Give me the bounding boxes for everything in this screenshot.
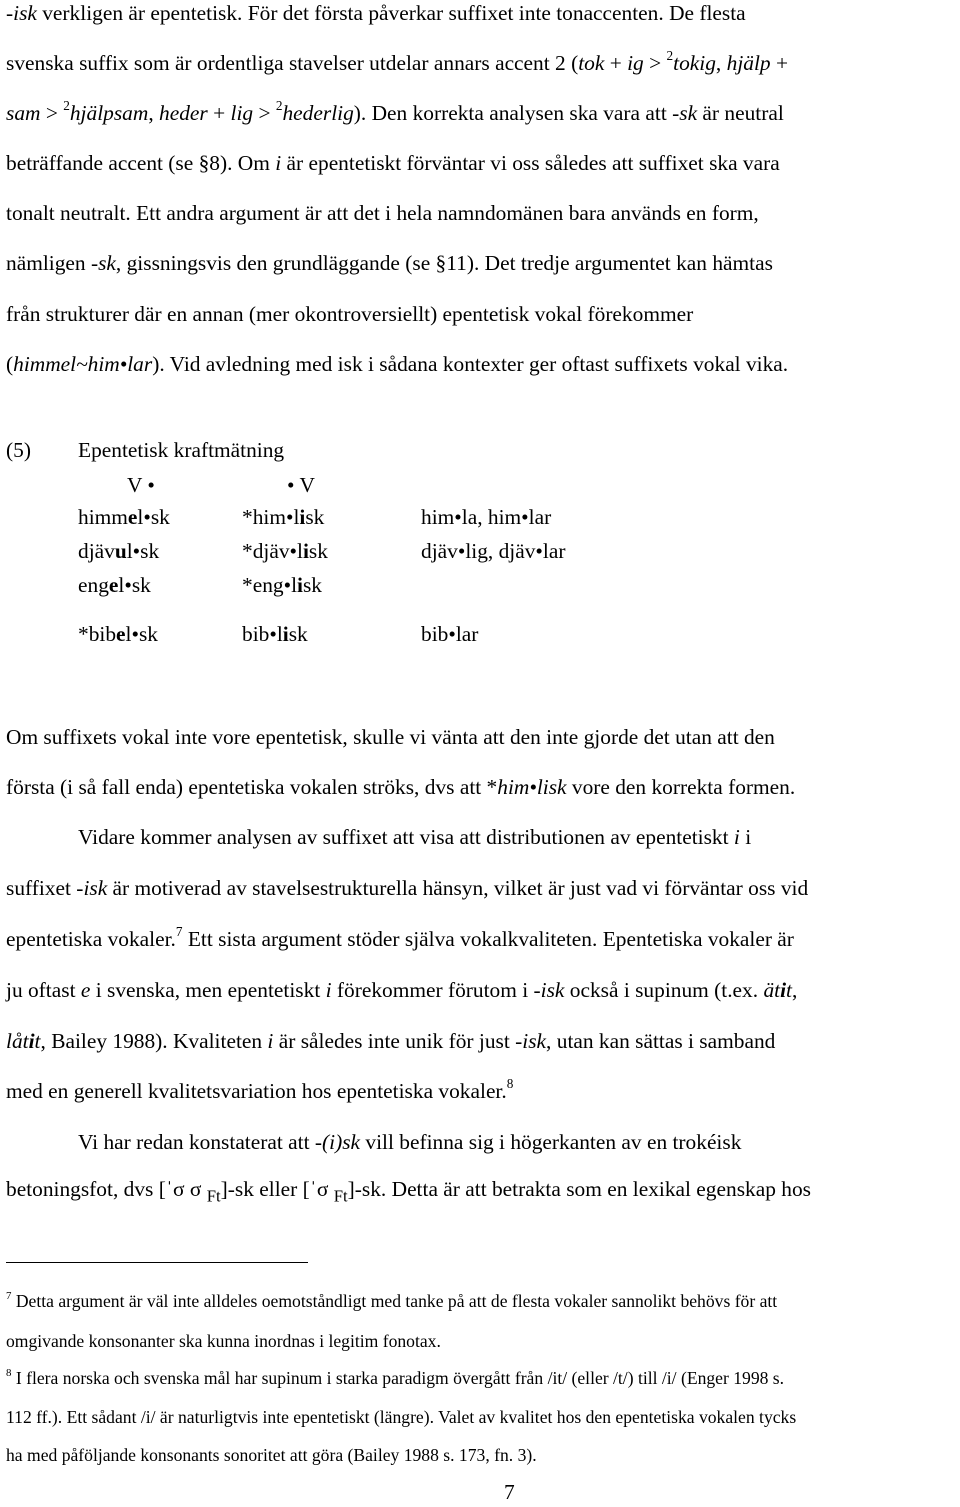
text-line: [6, 153, 780, 174]
text-run: bib•l: [242, 622, 283, 646]
text-run: suffixet -: [6, 876, 84, 900]
example-cell: [421, 624, 478, 645]
text-run: *eng•l: [242, 573, 298, 597]
text-run: 2: [63, 98, 70, 114]
text-run: e: [116, 622, 126, 646]
text-run: , gissningsvis den grundläggande (se §11). Det tredje argumentet kan hämtas: [115, 251, 773, 275]
text-run: (: [6, 352, 14, 376]
text-run: bib•lar: [421, 622, 479, 646]
text-run: eng: [78, 573, 109, 597]
text-line: [78, 827, 751, 848]
text-run: t: [34, 1029, 41, 1053]
text-run: svenska suffix som är ordentliga stavelser utdelar annars accent 2 (: [6, 51, 579, 75]
text-run: e: [127, 505, 138, 529]
text-run: ät: [763, 978, 781, 1002]
example-cell: [242, 541, 328, 562]
text-run: l•sk: [118, 573, 151, 597]
text-run: sk: [308, 539, 328, 563]
text-line: [6, 203, 759, 224]
text-run: beträffande accent (se §8). Om: [6, 151, 276, 175]
text-run: e: [108, 573, 119, 597]
text-run: hjälpsam: [69, 101, 149, 125]
text-run: verkligen är epentetisk. För det första påverkar suffixet inte tonaccenten. De flesta: [36, 1, 746, 25]
text-line: [6, 1076, 514, 1103]
text-run: +: [604, 51, 628, 75]
footnote-line: [6, 1333, 441, 1351]
text-run: ju oftast: [6, 978, 81, 1002]
text-run: -isk: [6, 1, 37, 25]
text-run: ig: [627, 51, 644, 75]
text-run: hjälp: [726, 51, 771, 75]
text-run: isk: [522, 1029, 547, 1053]
example-cell: [242, 575, 322, 596]
text-run: ]-sk eller [ˈσ: [220, 1177, 334, 1201]
text-run: är således inte unik för just -: [273, 1029, 523, 1053]
text-run: isk: [540, 978, 565, 1002]
text-line: [6, 1177, 811, 1206]
text-run: betoningsfot, dvs [ˈσ σ: [6, 1177, 207, 1201]
text-run: him•lisk: [497, 775, 567, 799]
text-run: 7: [6, 1289, 12, 1302]
text-line: [6, 727, 775, 748]
text-run: ha med påföljande konsonants sonoritet att göra (Bailey 1988 s. 173, fn. 3).: [6, 1445, 537, 1465]
text-line: [6, 878, 808, 899]
text-run: djäv: [78, 539, 115, 563]
footnote-separator: [6, 1262, 308, 1263]
text-run: Vidare kommer analysen av suffixet att visa att distributionen av epentetiskt: [78, 825, 734, 849]
text-run: Om suffixets vokal inte vore epentetisk, skulle vi vänta att den inte gjorde det utan att den: [6, 725, 775, 749]
text-run: >: [253, 101, 276, 125]
text-run: första (i så fall enda) epentetiska vokalen ströks, dvs att *: [6, 775, 498, 799]
text-run: isk: [83, 876, 108, 900]
text-run: ). Vid avledning med isk i sådana kontexter ger oftast suffixets vokal vika.: [152, 352, 789, 376]
example-number: (5): [6, 438, 31, 462]
text-run: också i supinum (t.ex.: [564, 978, 764, 1002]
text-run: , utan kan sättas i samband: [546, 1029, 776, 1053]
text-run: , Bailey 1988). Kvaliteten: [40, 1029, 268, 1053]
example-header-left: V •: [127, 473, 155, 497]
text-run: ,: [792, 978, 798, 1002]
text-line: [6, 48, 789, 75]
text-run: l•sk: [125, 622, 158, 646]
text-run: i: [299, 505, 306, 529]
text-line: [6, 3, 746, 24]
example-header-right: • V: [287, 473, 315, 497]
text-run: Detta argument är väl inte alldeles oemotståndligt med tanke på att de flesta vokaler sannolikt behövs för att: [11, 1291, 778, 1311]
text-line: [6, 304, 693, 325]
text-run: l•sk: [137, 505, 170, 529]
text-run: är epentetiskt förväntar vi oss således att suffixet ska vara: [281, 151, 780, 175]
text-run: >: [40, 101, 64, 125]
example-cell: [78, 624, 158, 645]
text-run: lig: [230, 101, 254, 125]
example-cell: [78, 507, 170, 528]
example-cell: [242, 507, 324, 528]
text-line: [6, 98, 784, 125]
text-run: Vi har redan konstaterat att -: [78, 1130, 323, 1154]
text-run: med en generell kvalitetsvariation hos epentetiska vokaler.: [6, 1079, 507, 1103]
text-run: i: [28, 1029, 35, 1053]
text-run: tonalt neutralt. Ett andra argument är att det i hela namndomänen bara används en form,: [6, 201, 759, 225]
text-run: i: [302, 539, 309, 563]
text-run: förekommer förutom i -: [331, 978, 541, 1002]
text-run: i svenska, men epentetiskt: [90, 978, 326, 1002]
text-run: sk: [679, 101, 698, 125]
text-run: vore den korrekta formen.: [566, 775, 796, 799]
text-run: nämligen -: [6, 251, 99, 275]
text-run: är motiverad av stavelsestrukturella hänsyn, vilket är just vad vi förväntar oss vid: [107, 876, 809, 900]
example-title: Epentetisk kraftmätning: [78, 438, 285, 462]
text-run: 112 ff.). Ett sådant /i/ är naturligtvis inte epentetiskt (längre). Valet av kvalitet hos den epentetiska vokalen tycks: [6, 1407, 797, 1427]
text-run: sk: [302, 573, 322, 597]
example-cell: [421, 541, 565, 562]
text-run: Ett sista argument stöder själva vokalkvaliteten. Epentetiska vokaler är: [182, 927, 794, 951]
text-line: [6, 1031, 775, 1052]
page-number: 7: [504, 1480, 515, 1504]
text-run: är neutral: [697, 101, 784, 125]
text-run: i: [267, 1029, 274, 1053]
text-run: sk: [288, 622, 308, 646]
text-run: l•sk: [126, 539, 160, 563]
text-run: 7: [175, 924, 183, 940]
text-run: Ft: [206, 1186, 221, 1206]
text-line: [6, 980, 797, 1001]
text-run: i: [739, 825, 752, 849]
text-run: 8: [506, 1076, 514, 1092]
text-run: i: [275, 151, 282, 175]
text-run: ]-sk. Detta är att betrakta som en lexikal egenskap hos: [347, 1177, 811, 1201]
text-run: sk: [98, 251, 116, 275]
text-line: [6, 777, 795, 798]
text-run: låt: [6, 1029, 29, 1053]
text-line: [6, 354, 788, 375]
text-line: [78, 1132, 741, 1153]
text-run: *djäv•l: [242, 539, 303, 563]
text-run: hederlig: [282, 101, 354, 125]
example-cell: [78, 575, 151, 596]
text-run: omgivande konsonanter ska kunna inordnas i legitim fonotax.: [6, 1331, 441, 1351]
text-run: himm: [78, 505, 128, 529]
text-run: heder: [159, 101, 208, 125]
text-run: epentetiska vokaler.: [6, 927, 176, 951]
text-run: i: [780, 978, 787, 1002]
example-cell: [421, 507, 551, 528]
text-run: i: [297, 573, 303, 597]
text-run: t: [786, 978, 792, 1002]
text-run: ). Den korrekta analysen ska vara att -: [353, 101, 680, 125]
text-run: himmel~him•lar: [13, 352, 153, 376]
text-run: sk: [305, 505, 325, 529]
text-run: i: [733, 825, 740, 849]
footnote-line: [6, 1409, 796, 1427]
text-run: i: [325, 978, 332, 1002]
text-run: 2: [666, 48, 674, 64]
footnote-line: [6, 1289, 778, 1311]
footnote-line: [6, 1366, 785, 1388]
text-run: ,: [715, 51, 727, 75]
text-run: Ft: [333, 1186, 348, 1206]
text-run: 8: [6, 1366, 12, 1379]
text-line: [6, 924, 794, 951]
footnote-line: [6, 1447, 537, 1465]
text-run: 2: [275, 98, 283, 114]
text-run: *bib: [78, 622, 117, 646]
text-run: e: [80, 978, 91, 1002]
text-run: I flera norska och svenska mål har supinum i starka paradigm övergått från /it/ (eller /t/) till /i/ (Enger 1998 s.: [11, 1368, 785, 1388]
text-run: +: [770, 51, 789, 75]
text-run: sam: [6, 101, 41, 125]
example-cell: [242, 624, 308, 645]
text-run: från strukturer där en annan (mer okontroversiellt) epentetisk vokal förekommer: [6, 302, 694, 326]
text-run: him•la, him•lar: [421, 505, 552, 529]
text-run: vill befinna sig i högerkanten av en trokéisk: [360, 1130, 742, 1154]
text-run: ,: [148, 101, 160, 125]
text-run: *him•l: [242, 505, 300, 529]
text-run: tokig: [673, 51, 716, 75]
text-line: [6, 253, 773, 274]
example-cell: [78, 541, 159, 562]
text-run: i: [282, 622, 289, 646]
text-run: tok: [578, 51, 605, 75]
text-run: +: [207, 101, 231, 125]
text-run: (i)sk: [322, 1130, 361, 1154]
text-run: u: [114, 539, 127, 563]
text-run: djäv•lig, djäv•lar: [421, 539, 566, 563]
text-run: >: [643, 51, 667, 75]
